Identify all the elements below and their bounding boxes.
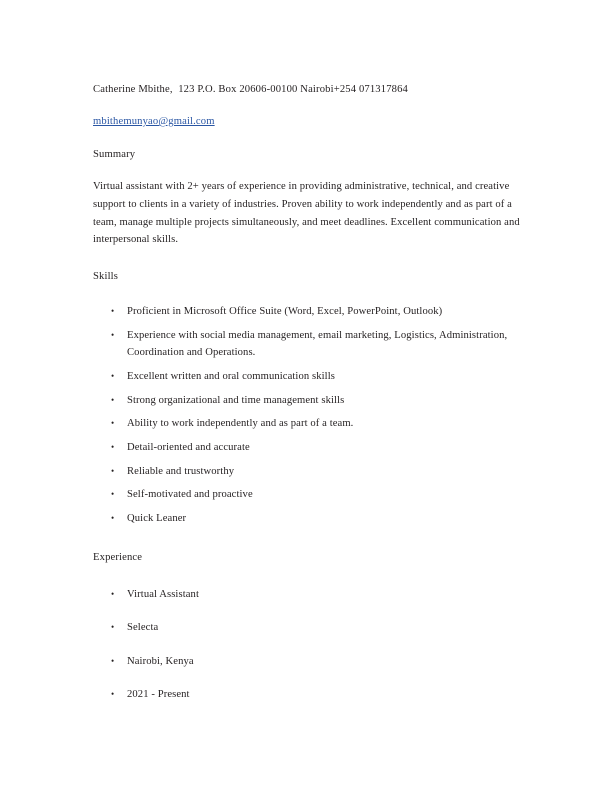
experience-list (93, 586, 525, 703)
list-item-text: Proficient in Microsoft Office Suite (Word, Excel, PowerPoint, Outlook) (127, 306, 443, 318)
contact-header-line: Catherine Mbithe, 123 P.O. Box 20606-00100 Nairobi+254 071317864 (93, 84, 408, 95)
list-item (93, 439, 525, 456)
list-item-text: Self-motivated and proactive (127, 489, 253, 501)
list-item-text: Quick Leaner (127, 513, 187, 525)
list-item-text: Excellent written and oral communication skills (127, 370, 335, 382)
bullet-icon: • (111, 370, 115, 381)
bullet-icon: • (111, 306, 115, 317)
list-item (93, 686, 525, 703)
list-item (93, 327, 525, 361)
list-item (93, 392, 525, 409)
list-item (93, 486, 525, 503)
list-item (93, 303, 525, 320)
bullet-icon: • (111, 418, 115, 429)
document-content (93, 82, 525, 719)
list-item (93, 586, 525, 603)
section-heading-summary: Summary (93, 149, 136, 160)
summary-paragraph: Virtual assistant with 2+ years of experience in providing administrative, technical, and creative support to clients in a variety of industries. Proven ability to work independently and as part of a team, manage multiple projects simultaneously, and meet deadlines. Excellent communication and interpersonal skills. (93, 181, 520, 246)
skills-list (93, 303, 525, 527)
list-item-text: Ability to work independently and as part of a team. (127, 418, 354, 430)
list-item (93, 653, 525, 670)
list-item-text: Virtual Assistant (127, 589, 199, 601)
list-item-text: Selecta (127, 622, 159, 634)
list-item-text: Strong organizational and time management skills (127, 394, 345, 406)
list-item-text: Nairobi, Kenya (127, 655, 194, 667)
list-item (93, 619, 525, 636)
section-heading-experience: Experience (93, 552, 143, 564)
bullet-icon: • (111, 489, 115, 500)
list-item (93, 510, 525, 527)
bullet-icon: • (111, 441, 115, 452)
section-heading-skills: Skills (93, 271, 119, 283)
list-item (93, 415, 525, 432)
list-item-text: Reliable and trustworthy (127, 465, 235, 477)
list-item (93, 368, 525, 385)
list-item-text: Detail-oriented and accurate (127, 441, 250, 453)
list-item-text: 2021 - Present (127, 688, 190, 700)
bullet-icon: • (111, 329, 115, 340)
bullet-icon: • (111, 394, 115, 405)
bullet-icon: • (111, 688, 115, 699)
bullet-icon: • (111, 465, 115, 476)
list-item-text: Experience with social media management, email marketing, Logistics, Administration, Coordination and Operations. (127, 329, 508, 359)
bullet-icon: • (111, 622, 115, 633)
bullet-icon: • (111, 513, 115, 524)
email-link[interactable]: mbithemunyao@gmail.com (93, 116, 215, 127)
email-row (93, 114, 525, 130)
list-item (93, 463, 525, 480)
bullet-icon: • (111, 655, 115, 666)
bullet-icon: • (111, 589, 115, 600)
